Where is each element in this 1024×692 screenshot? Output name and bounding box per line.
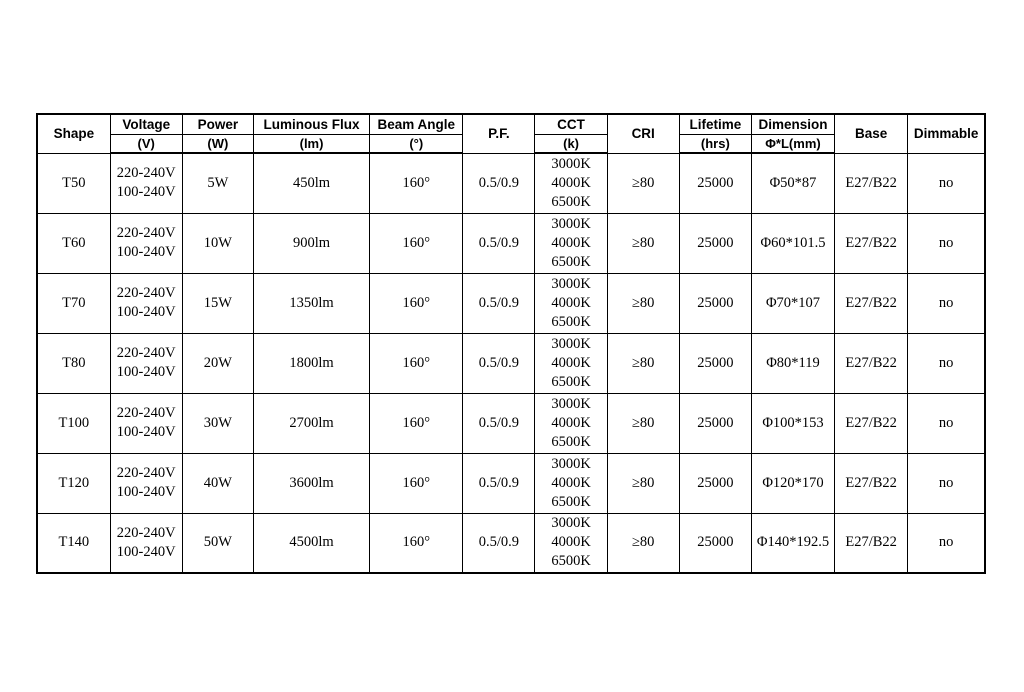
cell-voltage-line: 100-240V — [116, 244, 176, 260]
table-row — [37, 213, 985, 273]
cell-voltage — [110, 393, 182, 453]
cell-cct-line: 4000K — [551, 414, 591, 431]
cell-lifetime: 25000 — [679, 153, 751, 213]
cell-cri: ≥80 — [607, 333, 679, 393]
cell-voltage-line: 220-240V — [116, 465, 176, 481]
cell-cri: ≥80 — [607, 513, 679, 573]
header-power: Power — [182, 114, 253, 135]
cell-cct — [535, 273, 607, 333]
table-row — [37, 513, 985, 573]
cell-flux: 1350lm — [253, 273, 369, 333]
unit-lifetime: (hrs) — [679, 135, 751, 154]
header-cri: CRI — [607, 114, 679, 153]
cell-cct — [535, 393, 607, 453]
cell-voltage-line: 220-240V — [116, 524, 176, 541]
cell-cct — [535, 453, 607, 513]
unit-beam-angle: (°) — [370, 135, 463, 154]
cell-cct-line: 4000K — [551, 234, 591, 251]
cell-cct-line: 6500K — [551, 193, 591, 210]
cell-dimension: Φ60*101.5 — [751, 213, 834, 273]
table-body — [37, 153, 985, 573]
cell-voltage-line: 220-240V — [116, 225, 176, 241]
header-flux: Luminous Flux — [253, 114, 369, 135]
cell-base: E27/B22 — [835, 273, 908, 333]
cell-cct-line: 3000K — [551, 335, 591, 352]
cell-pf: 0.5/0.9 — [463, 453, 535, 513]
table-row — [37, 453, 985, 513]
cell-cri: ≥80 — [607, 213, 679, 273]
header-shape: Shape — [37, 114, 110, 153]
cell-flux: 2700lm — [253, 393, 369, 453]
cell-flux: 1800lm — [253, 333, 369, 393]
cell-voltage — [110, 213, 182, 273]
cell-dimension: Φ80*119 — [751, 333, 834, 393]
header-beam-angle: Beam Angle — [370, 114, 463, 135]
cell-dimension: Φ120*170 — [751, 453, 834, 513]
cell-dimension: Φ50*87 — [751, 153, 834, 213]
cell-pf: 0.5/0.9 — [463, 153, 535, 213]
cell-cri: ≥80 — [607, 153, 679, 213]
table-row — [37, 273, 985, 333]
cell-base: E27/B22 — [835, 453, 908, 513]
cell-base: E27/B22 — [835, 213, 908, 273]
cell-cct-line: 6500K — [551, 373, 591, 390]
cell-shape: T120 — [37, 453, 110, 513]
cell-cct-line: 3000K — [551, 155, 591, 172]
cell-dimmable: no — [908, 273, 985, 333]
cell-cct-line: 6500K — [551, 433, 591, 450]
unit-voltage: (V) — [110, 135, 182, 154]
cell-voltage-line: 100-240V — [116, 364, 176, 380]
table-row — [37, 333, 985, 393]
cell-voltage-line: 220-240V — [116, 285, 176, 301]
cell-shape: T80 — [37, 333, 110, 393]
cell-cct-line: 6500K — [551, 553, 591, 570]
header-row — [37, 114, 985, 135]
cell-power: 40W — [182, 453, 253, 513]
cell-cct-line: 4000K — [551, 294, 591, 311]
header-pf: P.F. — [463, 114, 535, 153]
cell-lifetime: 25000 — [679, 513, 751, 573]
cell-cct-line: 3000K — [551, 515, 591, 532]
cell-lifetime: 25000 — [679, 453, 751, 513]
cell-cct-line: 6500K — [551, 493, 591, 510]
unit-flux: (lm) — [253, 135, 369, 154]
cell-power: 50W — [182, 513, 253, 573]
cell-voltage-line: 100-240V — [116, 484, 176, 500]
cell-cct — [535, 153, 607, 213]
cell-dimmable: no — [908, 213, 985, 273]
cell-pf: 0.5/0.9 — [463, 393, 535, 453]
cell-voltage-line: 100-240V — [116, 543, 176, 560]
cell-beam-angle: 160° — [370, 213, 463, 273]
cell-base: E27/B22 — [835, 513, 908, 573]
cell-cri: ≥80 — [607, 393, 679, 453]
cell-pf: 0.5/0.9 — [463, 273, 535, 333]
cell-lifetime: 25000 — [679, 213, 751, 273]
cell-cct-line: 3000K — [551, 395, 591, 412]
cell-pf: 0.5/0.9 — [463, 213, 535, 273]
cell-shape: T140 — [37, 513, 110, 573]
cell-cct-line: 6500K — [551, 253, 591, 270]
unit-dimension: Φ*L(mm) — [751, 135, 834, 154]
header-cct: CCT — [535, 114, 607, 135]
cell-cct-line: 6500K — [551, 313, 591, 330]
cell-shape: T70 — [37, 273, 110, 333]
cell-cct-line: 4000K — [551, 354, 591, 371]
cell-cct-line: 4000K — [551, 174, 591, 191]
cell-beam-angle: 160° — [370, 453, 463, 513]
cell-dimension: Φ140*192.5 — [751, 513, 834, 573]
cell-power: 15W — [182, 273, 253, 333]
cell-power: 10W — [182, 213, 253, 273]
cell-dimmable: no — [908, 513, 985, 573]
cell-lifetime: 25000 — [679, 273, 751, 333]
cell-shape: T100 — [37, 393, 110, 453]
cell-cct-line: 3000K — [551, 215, 591, 232]
cell-power: 5W — [182, 153, 253, 213]
cell-voltage-line: 220-240V — [116, 405, 176, 421]
table-header — [37, 114, 985, 153]
cell-voltage-line: 100-240V — [116, 304, 176, 320]
cell-beam-angle: 160° — [370, 333, 463, 393]
cell-cct — [535, 333, 607, 393]
cell-lifetime: 25000 — [679, 393, 751, 453]
header-base: Base — [835, 114, 908, 153]
cell-beam-angle: 160° — [370, 153, 463, 213]
cell-cri: ≥80 — [607, 273, 679, 333]
cell-flux: 3600lm — [253, 453, 369, 513]
cell-voltage — [110, 153, 182, 213]
cell-cri: ≥80 — [607, 453, 679, 513]
cell-voltage — [110, 333, 182, 393]
cell-pf: 0.5/0.9 — [463, 333, 535, 393]
unit-cct: (k) — [535, 135, 607, 154]
cell-dimmable: no — [908, 333, 985, 393]
cell-cct-line: 4000K — [551, 534, 591, 551]
cell-flux: 4500lm — [253, 513, 369, 573]
cell-shape: T60 — [37, 213, 110, 273]
cell-voltage — [110, 513, 182, 573]
cell-lifetime: 25000 — [679, 333, 751, 393]
cell-flux: 450lm — [253, 153, 369, 213]
cell-pf: 0.5/0.9 — [463, 513, 535, 573]
cell-voltage-line: 100-240V — [116, 184, 176, 201]
cell-dimension: Φ100*153 — [751, 393, 834, 453]
cell-dimmable: no — [908, 153, 985, 213]
header-lifetime: Lifetime — [679, 114, 751, 135]
unit-power: (W) — [182, 135, 253, 154]
table-row — [37, 153, 985, 213]
cell-dimmable: no — [908, 393, 985, 453]
cell-voltage-line: 220-240V — [116, 345, 176, 361]
cell-cct — [535, 213, 607, 273]
cell-base: E27/B22 — [835, 153, 908, 213]
cell-voltage — [110, 273, 182, 333]
header-dimmable: Dimmable — [908, 114, 985, 153]
cell-beam-angle: 160° — [370, 393, 463, 453]
table-row — [37, 393, 985, 453]
cell-dimmable: no — [908, 453, 985, 513]
cell-voltage-line: 220-240V — [116, 165, 176, 182]
cell-dimension: Φ70*107 — [751, 273, 834, 333]
cell-cct — [535, 513, 607, 573]
cell-power: 30W — [182, 393, 253, 453]
cell-beam-angle: 160° — [370, 273, 463, 333]
header-dimension: Dimension — [751, 114, 834, 135]
spec-table-container — [36, 113, 986, 574]
cell-flux: 900lm — [253, 213, 369, 273]
cell-shape: T50 — [37, 153, 110, 213]
cell-power: 20W — [182, 333, 253, 393]
cell-base: E27/B22 — [835, 333, 908, 393]
spec-table — [36, 113, 986, 574]
cell-base: E27/B22 — [835, 393, 908, 453]
cell-cct-line: 4000K — [551, 474, 591, 491]
cell-voltage-line: 100-240V — [116, 424, 176, 440]
cell-cct-line: 3000K — [551, 455, 591, 472]
cell-beam-angle: 160° — [370, 513, 463, 573]
header-voltage: Voltage — [110, 114, 182, 135]
cell-cct-line: 3000K — [551, 275, 591, 292]
cell-voltage — [110, 453, 182, 513]
